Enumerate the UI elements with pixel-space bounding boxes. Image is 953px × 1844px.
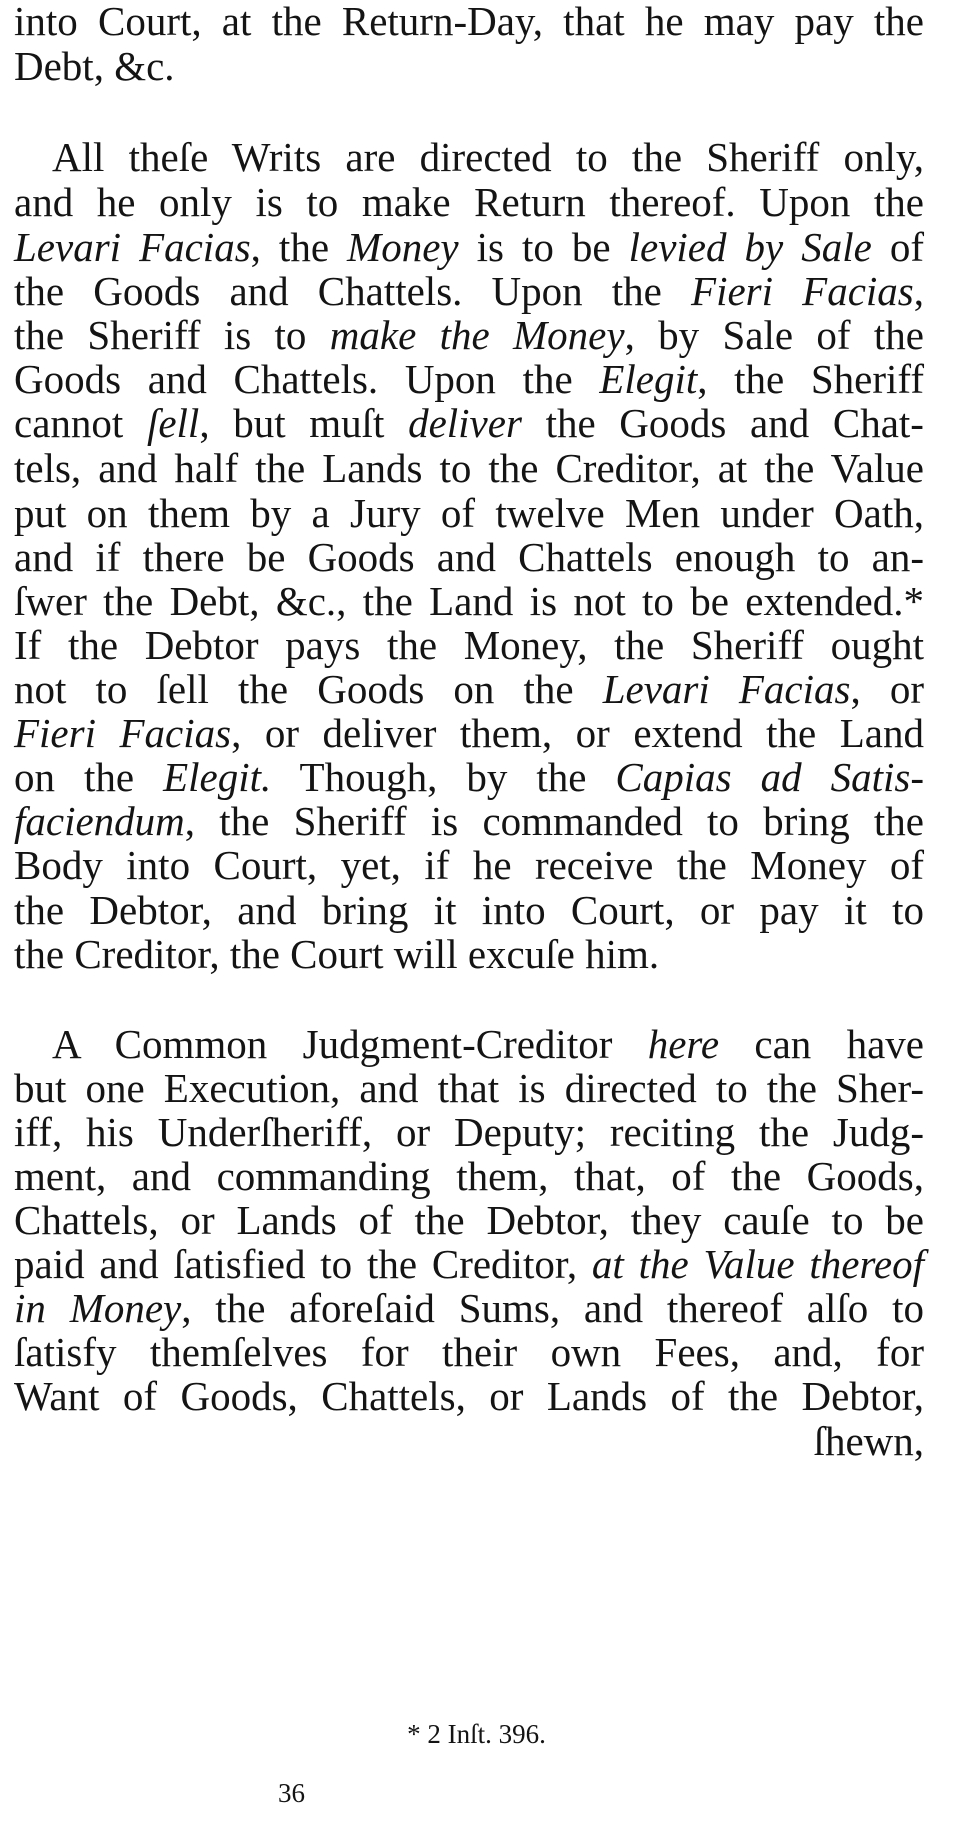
footnote: * 2 Inſt. 396. <box>407 1719 546 1749</box>
text-run: of <box>871 224 925 270</box>
text-run: Body into Court, yet, if he receive the Money of <box>14 842 924 888</box>
italic-phrase: Elegit. <box>163 754 272 800</box>
text-run: ſatisfy themſelves for their own Fees, and, for <box>14 1329 924 1375</box>
text-run: Debt, &c. <box>14 43 175 89</box>
italic-phrase: ſell <box>146 400 200 446</box>
text-line <box>14 1371 924 1421</box>
text-line <box>14 532 924 582</box>
text-run: is to be <box>458 224 629 270</box>
text-line <box>14 177 924 227</box>
text-line <box>14 1107 924 1157</box>
text-run: on the <box>14 754 164 800</box>
text-line <box>14 1063 924 1113</box>
text-run: Want of Goods, Chattels, or Lands of the Debtor, <box>14 1373 924 1419</box>
text-line <box>14 796 924 846</box>
italic-phrase: deliver <box>408 400 522 446</box>
text-run: Though, by the <box>271 754 616 800</box>
italic-phrase: at the Value thereof <box>591 1241 924 1287</box>
text-line <box>14 398 924 448</box>
text-line <box>14 0 924 46</box>
text-run: , or <box>850 666 924 712</box>
text-line <box>14 1151 924 1201</box>
text-line <box>14 752 924 802</box>
text-line <box>14 929 924 979</box>
text-run: the Sheriff is to <box>14 312 330 358</box>
italic-phrase: Fieri Facias <box>691 268 914 314</box>
text-run: the Goods and Chattels. Upon the <box>14 268 692 314</box>
text-run: can have <box>719 1021 925 1067</box>
text-run: , the aforeſaid Sums, and thereof alſo to <box>181 1285 924 1331</box>
text-line <box>14 840 924 890</box>
text-line <box>14 1327 924 1377</box>
text-run: and if there be Goods and Chattels enough to an- <box>14 534 924 580</box>
text-run: If the Debtor pays the Money, the Sheriff ought <box>14 622 924 668</box>
text-run: ſhewn, <box>813 1418 924 1464</box>
text-run: , but muſt <box>199 400 409 446</box>
text-line <box>14 885 924 935</box>
italic-phrase: Elegit <box>599 356 698 402</box>
text-run: , by Sale of the <box>624 312 924 358</box>
text-line <box>14 1416 924 1466</box>
text-line <box>14 1283 924 1333</box>
text-run: the Creditor, the Court will excuſe him. <box>14 931 660 977</box>
text-line <box>14 222 924 272</box>
text-run: iff, his Underſheriff, or Deputy; reciting the Judg- <box>14 1109 924 1155</box>
text-line <box>14 1195 924 1245</box>
text-line <box>14 1239 924 1289</box>
text-run: ſwer the Debt, &c., the Land is not to be extended.* <box>14 578 924 624</box>
text-run: the Goods and Chat- <box>521 400 924 446</box>
text-line <box>14 488 924 538</box>
text-run: , <box>913 268 924 314</box>
text-line <box>14 310 924 360</box>
text-run: but one Execution, and that is directed to the Sher- <box>14 1065 924 1111</box>
text-run: , or deliver them, or extend the Land <box>231 710 924 756</box>
text-line <box>14 576 924 626</box>
text-run: ment, and commanding them, that, of the Goods, <box>14 1153 924 1199</box>
text-run: , the Sheriff is commanded to bring the <box>184 798 924 844</box>
text-run: and he only is to make Return thereof. Upon the <box>14 179 924 225</box>
text-line <box>14 620 924 670</box>
italic-phrase: Fieri Facias <box>14 710 232 756</box>
text-run: Chattels, or Lands of the Debtor, they cauſe to be <box>14 1197 924 1243</box>
italic-phrase: in Money <box>14 1285 182 1331</box>
page-number: 36 <box>278 1778 305 1808</box>
italic-phrase: Levari Facias <box>14 224 251 270</box>
italic-phrase: levied by Sale <box>628 224 872 270</box>
text-line <box>14 708 924 758</box>
text-run: the Debtor, and bring it into Court, or pay it to <box>14 887 924 933</box>
text-line <box>14 266 924 316</box>
text-run: paid and ſatisfied to the Creditor, <box>14 1241 592 1287</box>
text-line <box>52 1019 924 1069</box>
text-run: cannot <box>14 400 147 446</box>
text-line <box>14 354 924 404</box>
text-run: Goods and Chattels. Upon the <box>14 356 600 402</box>
italic-phrase: make the Money <box>329 312 625 358</box>
text-line <box>14 41 924 91</box>
text-run: into Court, at the Return-Day, that he may pay the <box>14 0 924 44</box>
italic-phrase: here <box>647 1021 720 1067</box>
text-line <box>52 132 924 182</box>
text-run: put on them by a Jury of twelve Men under Oath, <box>14 490 924 536</box>
italic-phrase: faciendum <box>14 798 185 844</box>
text-run: All theſe Writs are directed to the Sheriff only, <box>52 134 924 180</box>
text-run: , the Sheriff <box>697 356 924 402</box>
italic-phrase: Levari Facias <box>602 666 851 712</box>
text-run: tels, and half the Lands to the Creditor, at the Value <box>14 445 924 491</box>
text-line <box>14 664 924 714</box>
text-run: A Common Judgment-Creditor <box>52 1021 648 1067</box>
text-line <box>14 443 924 493</box>
italic-phrase: Money <box>347 224 459 270</box>
italic-phrase: Capias ad Satis- <box>615 754 924 800</box>
text-run: , the <box>250 224 348 270</box>
text-run: not to ſell the Goods on the <box>14 666 603 712</box>
